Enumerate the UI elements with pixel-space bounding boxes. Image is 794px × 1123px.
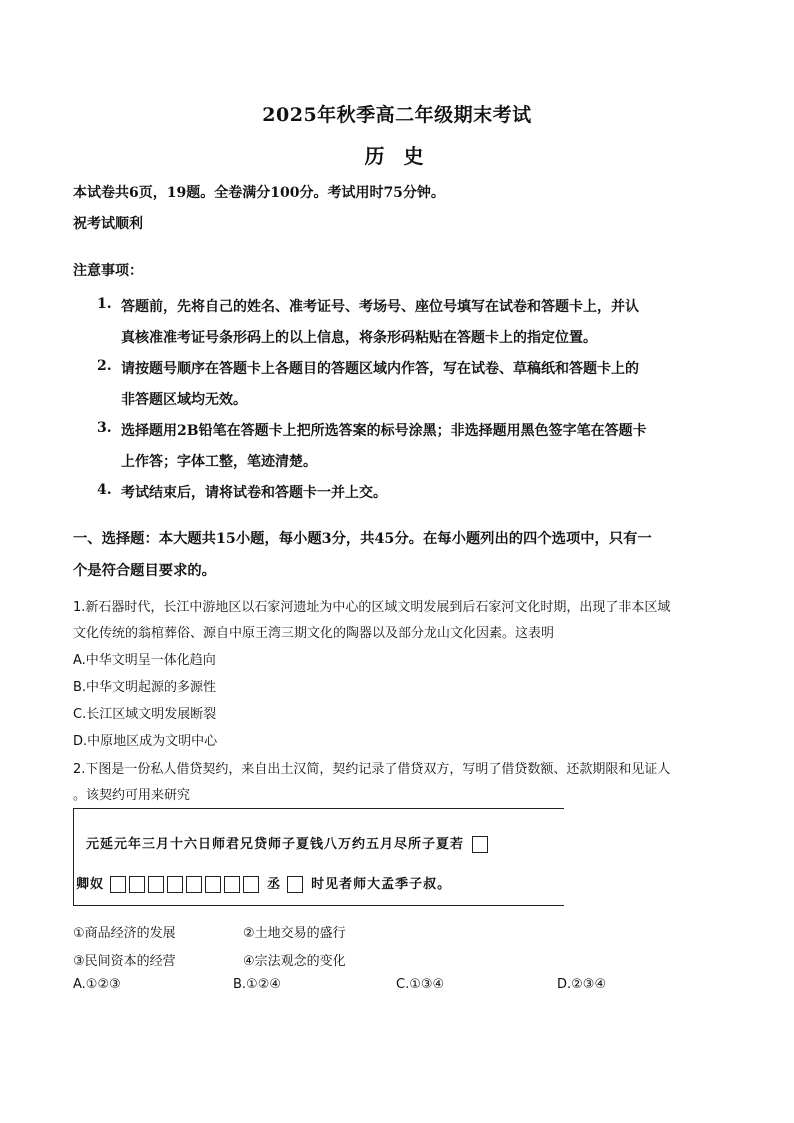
question-2-option-a: A.①②③	[73, 977, 121, 992]
statement-4: ④宗法观念的变化	[243, 954, 346, 969]
notice-line: 请按题号顺序在答题卡上各题目的答题区域内作答，写在试卷、草稿纸和答题卡上的	[121, 361, 639, 377]
notice-line: 选择题用2B铅笔在答题卡上把所选答案的标号涂黑；非选择题用黑色签字笔在答题卡	[121, 423, 647, 439]
good-luck-line: 祝考试顺利	[73, 216, 143, 232]
question-1-stem-cont: 文化传统的翁棺葬俗、源自中原王湾三期文化的陶器以及部分龙山文化因素。这表明	[73, 626, 555, 641]
statement-3: ③民间资本的经营	[73, 954, 176, 969]
exam-title: 2025年秋季高二年级期末考试	[262, 104, 532, 126]
question-1-stem: 1.新石器时代，长江中游地区以石家河遗址为中心的区域文明发展到后石家河文化时期，出现了非本区域	[73, 600, 671, 615]
intro-line: 本试卷共6页，19题。全卷满分100分。考试用时75分钟。	[73, 185, 445, 201]
notice-line: 答题前，先将自己的姓名、准考证号、考场号、座位号填写在试卷和答题卡上，并认	[121, 299, 639, 315]
notice-num: 1.	[97, 296, 112, 312]
question-2-option-b: B.①②④	[233, 977, 282, 992]
notice-num: 4.	[97, 482, 112, 498]
notice-num: 3.	[97, 420, 112, 436]
notice-line: 非答题区域均无效。	[121, 392, 247, 408]
question-2-stem: 2.下图是一份私人借贷契约，来自出土汉简，契约记录了借贷双方，写明了借贷数额、还款期限和见证人	[73, 762, 671, 777]
question-1-option-d: D.中原地区成为文明中心	[73, 734, 218, 749]
question-2-option-d: D.②③④	[557, 977, 607, 992]
missing-characters	[110, 877, 268, 892]
question-1-option-a: A.中华文明呈一体化趋向	[73, 653, 216, 668]
statement-1: ①商品经济的发展	[73, 926, 176, 941]
subject-title: 历 史	[364, 144, 430, 168]
question-2-stem-cont: 。该契约可用来研究	[73, 788, 191, 803]
question-1-option-c: C.长江区域文明发展断裂	[73, 707, 217, 722]
contract-image	[73, 808, 564, 906]
question-1-option-b: B.中华文明起源的多源性	[73, 680, 217, 695]
statement-2: ②土地交易的盛行	[243, 926, 346, 941]
section-heading: 一、选择题：本大题共15小题，每小题3分，共45分。在每小题列出的四个选项中，只有一	[73, 531, 652, 547]
contract-line-1: 元延元年三月十六日师君兄贷师子夏钱八万约五月尽所子夏若	[86, 837, 465, 852]
notice-heading: 注意事项：	[73, 263, 143, 279]
notice-line: 考试结束后，请将试卷和答题卡一并上交。	[121, 485, 387, 501]
notice-line: 上作答；字体工整，笔迹清楚。	[121, 454, 317, 470]
contract-line-2-start: 卿奴	[76, 877, 105, 892]
missing-character-box	[472, 836, 488, 853]
contract-line-2-mid: 丞	[267, 877, 282, 892]
section-heading-cont: 个是符合题目要求的。	[73, 563, 216, 579]
missing-character-box	[287, 876, 303, 893]
notice-num: 2.	[97, 358, 112, 374]
question-2-option-c: C.①③④	[396, 977, 445, 992]
notice-line: 真核准准考证号条形码上的以上信息，将条形码粘贴在答题卡上的指定位置。	[121, 330, 597, 346]
contract-line-2-end: 时见者师大孟季子叔。	[311, 877, 452, 892]
